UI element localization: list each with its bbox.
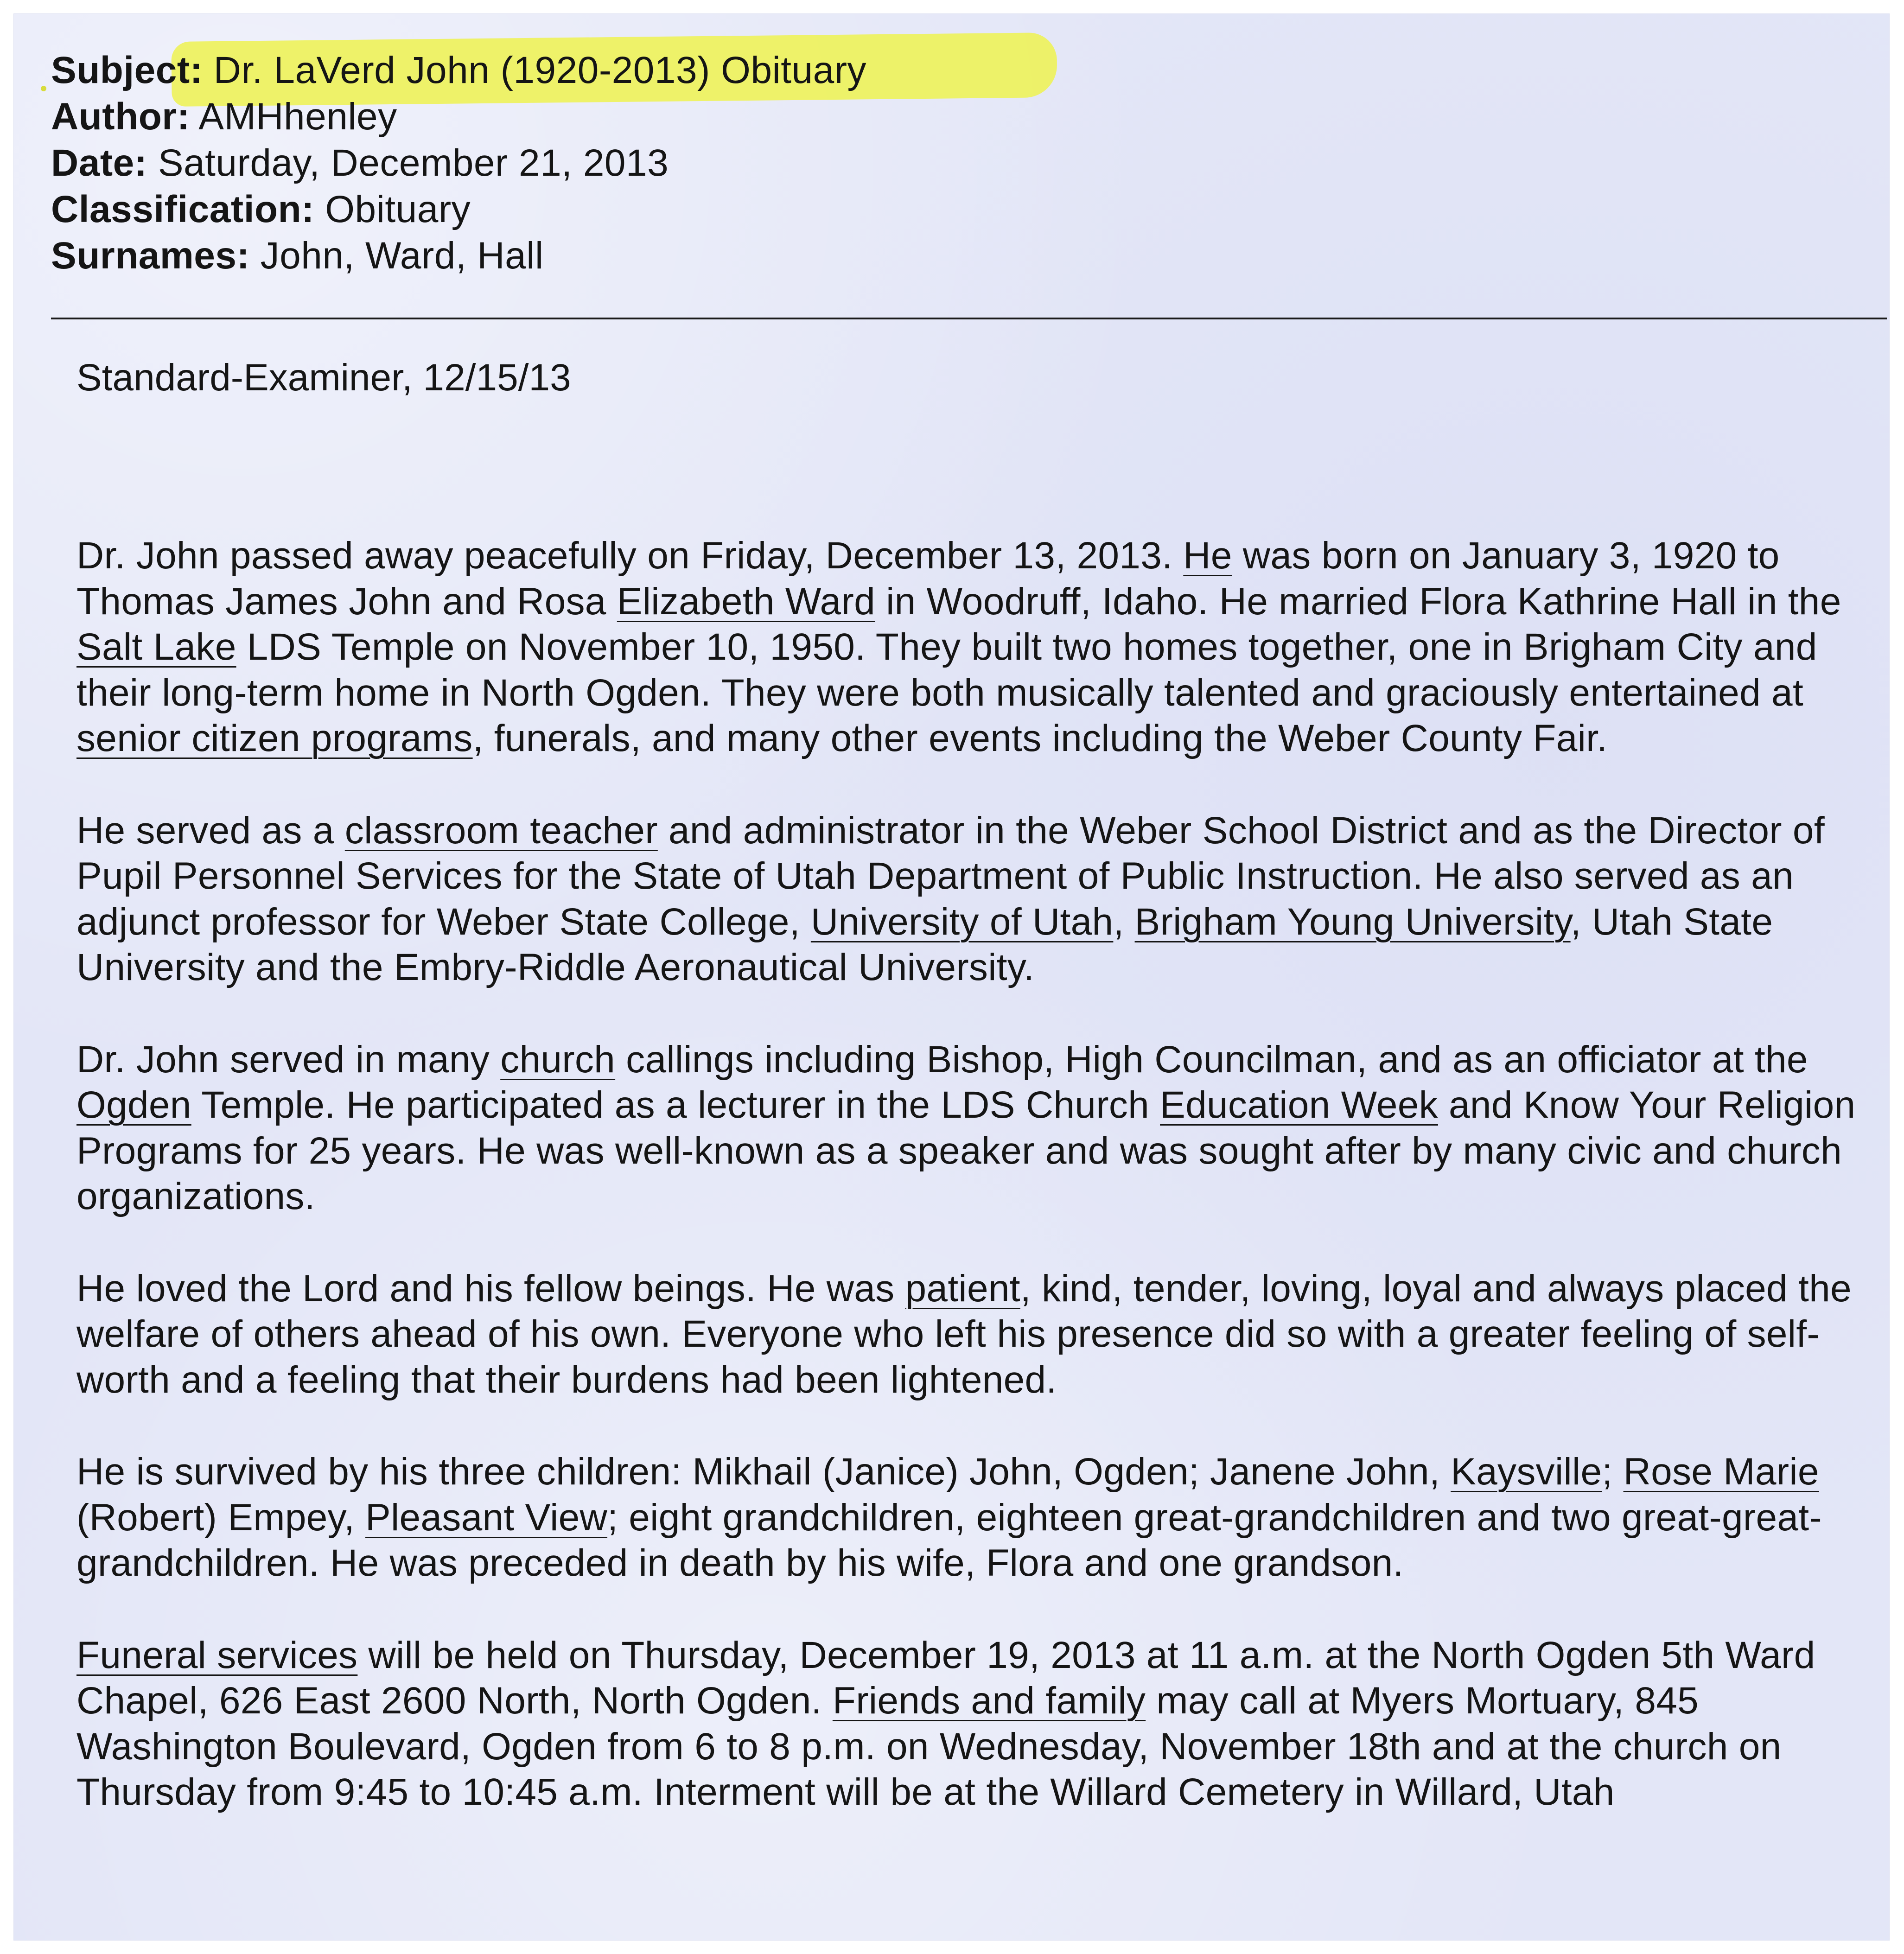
surnames-line <box>51 233 544 279</box>
underlined-link[interactable]: Brigham Young University <box>1134 900 1571 943</box>
date-value: Saturday, December 21, 2013 <box>158 142 669 184</box>
author-line <box>51 94 397 140</box>
text-run: , kind, tender, loving, loyal and always placed the welfare of others ahead of his own. Everyone who left his presence did so with a greater feeling of self-worth and a feeling that their burdens had been lightened. <box>76 1267 1852 1401</box>
source-line: Standard-Examiner, 12/15/13 <box>76 356 571 399</box>
text-run: and Know Your Religion Programs for 25 years. He was well-known as a speaker and was sought after by many civic and church organizations. <box>76 1084 1856 1217</box>
underlined-link[interactable]: patient <box>905 1267 1020 1310</box>
underlined-link[interactable]: Salt Lake <box>76 626 236 668</box>
surnames-value: John, Ward, Hall <box>260 235 544 277</box>
paragraph-6 <box>76 1633 1880 1815</box>
scanned-paper <box>14 14 1889 1940</box>
subject-value: Dr. LaVerd John (1920-2013) Obituary <box>213 49 867 91</box>
underlined-link[interactable]: University of Utah <box>810 900 1114 943</box>
text-run: callings including Bishop, High Councilman, and as an officiator at the <box>615 1038 1808 1081</box>
underlined-link[interactable]: Ogden <box>76 1084 191 1126</box>
text-run: (Robert) Empey, <box>76 1496 366 1539</box>
underlined-link[interactable]: Kaysville <box>1451 1451 1602 1493</box>
underlined-link[interactable]: Funeral services <box>76 1634 358 1676</box>
text-run: ; eight grandchildren, eighteen great-grandchildren and two great-great-grandchildren. He was preceded in death by his wife, Flora and one grandson. <box>76 1496 1822 1584</box>
date-line <box>51 140 669 186</box>
surnames-label: Surnames: <box>51 235 250 277</box>
underlined-link[interactable]: church <box>500 1038 616 1081</box>
obituary-body <box>76 533 1880 1862</box>
underlined-link[interactable]: Elizabeth Ward <box>617 580 875 623</box>
paragraph-5 <box>76 1449 1880 1586</box>
text-run: He loved the Lord and his fellow beings. He was <box>76 1267 905 1310</box>
underlined-link[interactable]: senior citizen programs <box>76 717 473 759</box>
subject-label: Subject: <box>51 49 203 91</box>
subject-line <box>51 47 866 94</box>
classification-value: Obituary <box>325 188 471 230</box>
text-run: LDS Temple on November 10, 1950. They built two homes together, one in Brigham City and their long-term home in North Ogden. They were both musically talented and graciously entertained at <box>76 626 1817 714</box>
author-value: AMHhenley <box>198 95 397 138</box>
classification-label: Classification: <box>51 188 314 230</box>
text-run: ; <box>1602 1451 1624 1493</box>
text-run: was born on January 3, 1920 to Thomas James John and Rosa <box>76 535 1780 623</box>
text-run: , funerals, and many other events including the Weber County Fair. <box>472 717 1608 759</box>
underlined-link[interactable]: He <box>1183 535 1232 577</box>
paragraph-2 <box>76 808 1880 991</box>
text-run: He is survived by his three children: Mikhail (Janice) John, Ogden; Janene John, <box>76 1451 1451 1493</box>
underlined-link[interactable]: Friends and family <box>832 1680 1146 1722</box>
underlined-link[interactable]: classroom teacher <box>344 809 658 852</box>
highlight-mark <box>41 86 46 91</box>
text-run: will be held on Thursday, December 19, 2013 at 11 a.m. at the North Ogden 5th Ward Chapel, 626 East 2600 North, North Ogden. <box>76 1634 1815 1722</box>
paragraph-1 <box>76 533 1880 762</box>
text-run: Dr. John passed away peacefully on Friday, December 13, 2013. <box>76 535 1184 577</box>
paragraph-4 <box>76 1266 1880 1403</box>
text-run: may call at Myers Mortuary, 845 Washington Boulevard, Ogden from 6 to 8 p.m. on Wednesday, November 18th and at the church on Thursday from 9:45 to 10:45 a.m. Interment will be at the Willard Cemetery in Willard, Utah <box>76 1680 1782 1813</box>
date-label: Date: <box>51 142 147 184</box>
paragraph-3 <box>76 1037 1880 1220</box>
text-run: He served as a <box>76 809 345 852</box>
underlined-link[interactable]: Rose Marie <box>1623 1451 1819 1493</box>
text-run: , Utah State University and the Embry-Riddle Aeronautical University. <box>76 900 1773 988</box>
text-run: Dr. John served in many <box>76 1038 501 1081</box>
text-run: Temple. He participated as a lecturer in the LDS Church <box>191 1084 1160 1126</box>
author-label: Author: <box>51 95 190 138</box>
header-divider <box>51 318 1887 319</box>
underlined-link[interactable]: Pleasant View <box>365 1496 608 1539</box>
underlined-link[interactable]: Education Week <box>1160 1084 1438 1126</box>
text-run: , <box>1113 900 1135 943</box>
text-run: and administrator in the Weber School District and as the Director of Pupil Personnel Services for the State of Utah Department of Public Instruction. He also served as an adjunct professor for Weber State College, <box>76 809 1825 943</box>
classification-line <box>51 186 471 233</box>
text-run: in Woodruff, Idaho. He married Flora Kathrine Hall in the <box>875 580 1841 623</box>
